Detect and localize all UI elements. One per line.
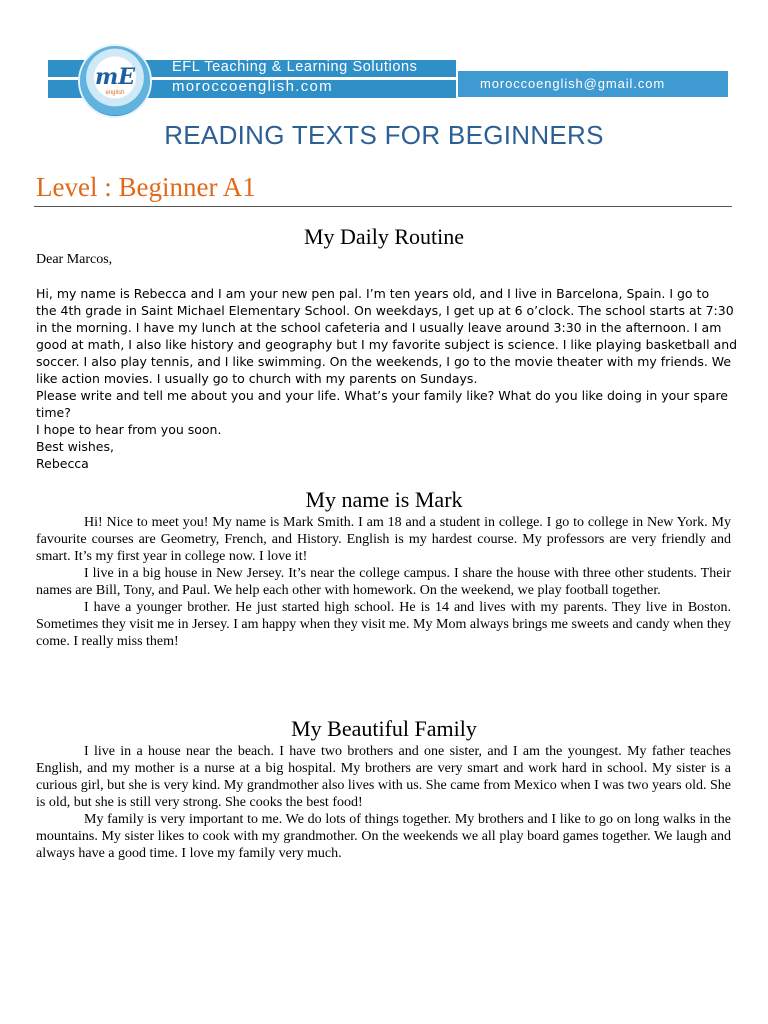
banner-site-link[interactable]: moroccoenglish.com	[172, 78, 333, 95]
section-title-family: My Beautiful Family	[291, 716, 477, 741]
mark-paragraph: I have a younger brother. He just started high school. He is 14 and lives with my parents. They live in Boston. Sometimes they visit me in Jersey. I am happy when they visit me. My Mom always brings me sweets and candy when they come. I really miss them!	[36, 600, 731, 649]
salutation: Dear Marcos,	[36, 252, 113, 267]
mark-text	[36, 514, 731, 650]
section-title-mark: My name is Mark	[305, 487, 463, 512]
letter-line: the 4th grade in Saint Michael Elementary School. On weekdays, I get up at 6 o’clock. The school starts at 7:30	[36, 303, 734, 318]
family-text	[36, 743, 731, 862]
letter-body	[36, 285, 738, 472]
letter-line: I hope to hear from you soon.	[36, 422, 222, 437]
site-logo	[80, 46, 150, 116]
banner-tagline: EFL Teaching & Learning Solutions	[172, 59, 418, 75]
letter-line: Please write and tell me about you and your life. What’s your family like? What do you like doing in your spare	[36, 388, 728, 403]
letter-line: in the morning. I have my lunch at the school cafeteria and I usually leave around 3:30 in the afternoon. I am	[36, 320, 722, 335]
letter-line: time?	[36, 405, 71, 420]
mark-paragraph: Hi! Nice to meet you! My name is Mark Smith. I am 18 and a student in college. I go to college in New York. My favourite courses are Geometry, French, and History. English is my hardest course. My professors are very friendly and smart. It’s my first year in college now. I love it!	[36, 515, 731, 564]
family-paragraph: My family is very important to me. We do lots of things together. My brothers and I like to go on long walks in the mountains. My sister likes to cook with my grandmother. On the weekends we all play board games together. We laugh and always have a good time. I love my family very much.	[36, 812, 731, 861]
header-banner	[48, 60, 728, 98]
page-title: READING TEXTS FOR BEGINNERS	[164, 120, 604, 150]
family-paragraph: I live in a house near the beach. I have two brothers and one sister, and I am the youngest. My father teaches English, and my mother is a nurse at a big hospital. My brothers are very smart and work hard in school. My sister is a curious girl, but she is very kind. My grandmother also lives with us. She came from Mexico when I was two years old. She is old, but she is still very strong. She cooks the best food!	[36, 744, 731, 810]
letter-line: like action movies. I usually go to church with my parents on Sundays.	[36, 371, 478, 386]
logo-mark: mE	[94, 64, 136, 90]
letter-line: Best wishes,	[36, 439, 114, 454]
letter-line: Rebecca	[36, 456, 89, 471]
banner-email-link[interactable]: moroccoenglish@gmail.com	[480, 76, 666, 91]
level-heading: Level : Beginner A1	[36, 172, 256, 202]
logo-subtext: english	[105, 90, 125, 96]
letter-line: good at math, I also like history and geography but I my favorite subject is science. I like playing basketball and	[36, 337, 738, 352]
mark-paragraph: I live in a big house in New Jersey. It’s near the college campus. I share the house with three other students. Their names are Bill, Tony, and Paul. We help each other with homework. On the weekend, we play football together.	[36, 566, 731, 598]
letter-line: Hi, my name is Rebecca and I am your new pen pal. I’m ten years old, and I live in Barcelona, Spain. I go to	[36, 286, 710, 301]
heading-rule	[34, 206, 732, 207]
letter-line: soccer. I also play tennis, and I like swimming. On the weekends, I go to the movie theater with my friends. We	[36, 354, 732, 369]
section-title-daily-routine: My Daily Routine	[303, 224, 465, 249]
banner-right-bar	[458, 71, 728, 97]
